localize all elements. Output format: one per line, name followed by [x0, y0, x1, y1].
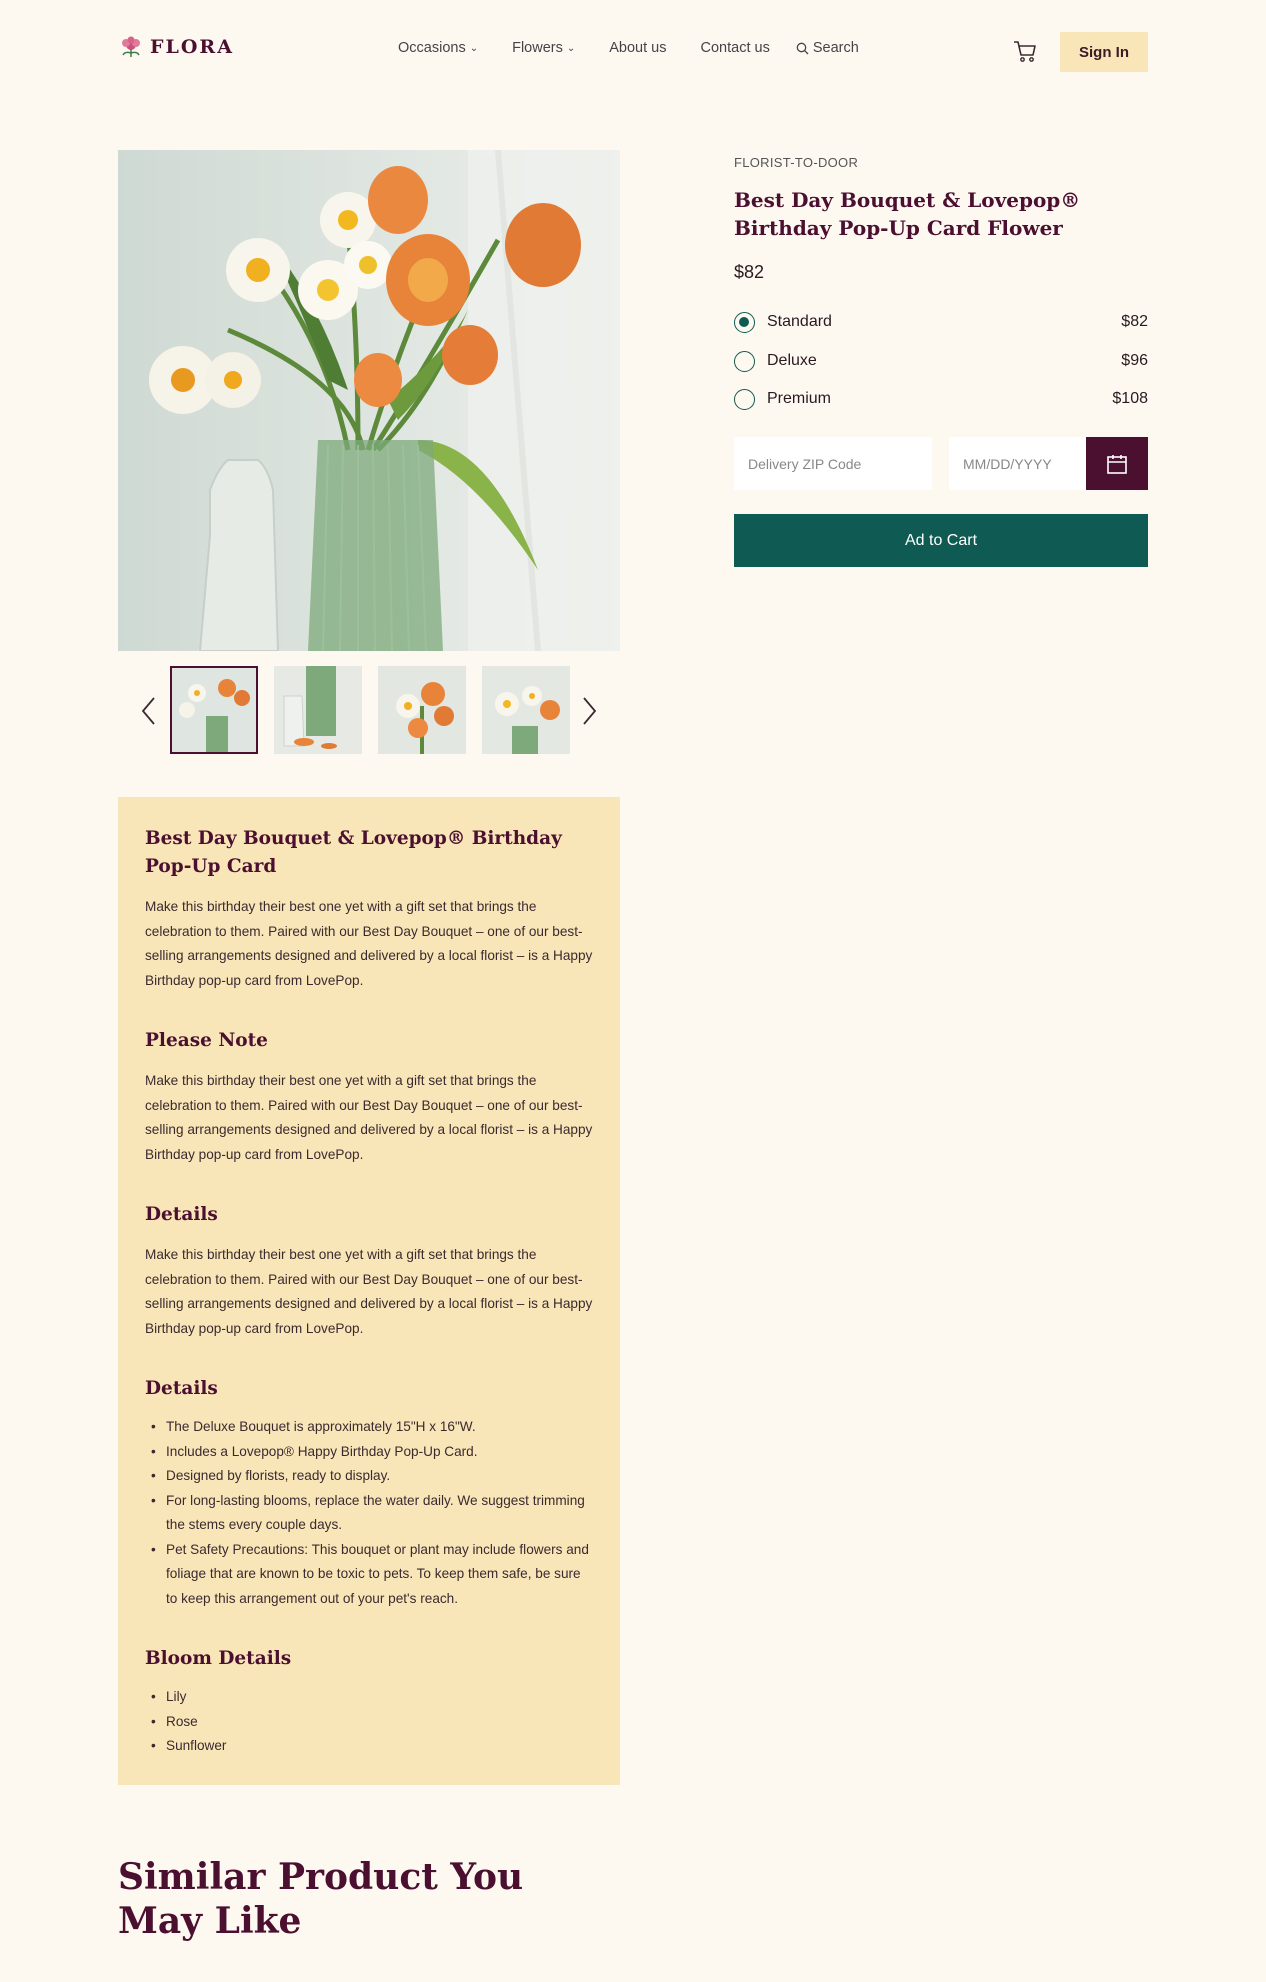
- vendor-label: FLORIST-TO-DOOR: [734, 155, 859, 170]
- delivery-date-input[interactable]: [949, 437, 1086, 490]
- option-standard[interactable]: [734, 310, 1148, 334]
- product-main-image: [118, 150, 620, 651]
- details-text: Make this birthday their best one yet with a gift set that brings the celebration to them. Paired with our Best Day Bouquet – one of our best-selling arrangements designed and delivered by a local florist – is a Happy Birthday pop-up card from LovePop.: [145, 1247, 593, 1336]
- description-intro: Make this birthday their best one yet with a gift set that brings the celebration to them. Paired with our Best Day Bouquet – one of our best-selling arrangements designed and delivered by a local florist – is a Happy Birthday pop-up card from LovePop.: [145, 899, 593, 988]
- list-item: • Includes a Lovepop® Happy Birthday Pop-Up Card.: [145, 1440, 594, 1465]
- radio-standard[interactable]: [734, 312, 755, 333]
- description-title: Best Day Bouquet & Lovepop® Birthday Pop-Up Card: [145, 828, 562, 877]
- option-price: $82: [1121, 313, 1148, 330]
- sign-in-button[interactable]: Sign In: [1060, 32, 1148, 72]
- list-item: • Rose: [145, 1710, 594, 1735]
- list-item: • Designed by florists, ready to display.: [145, 1464, 594, 1489]
- option-premium[interactable]: [734, 387, 1148, 411]
- note-text: Make this birthday their best one yet with a gift set that brings the celebration to them. Paired with our Best Day Bouquet – one of our best-selling arrangements designed and delivered by a local florist – is a Happy Birthday pop-up card from LovePop.: [145, 1073, 593, 1162]
- product-description-panel: [118, 797, 620, 1785]
- nav-item-about[interactable]: [609, 40, 666, 56]
- thumbnail-4[interactable]: [482, 666, 570, 754]
- option-deluxe[interactable]: [734, 349, 1148, 373]
- option-price: $108: [1112, 390, 1148, 407]
- nav-item-occasions[interactable]: [398, 40, 478, 56]
- nav-label: Flowers: [512, 40, 563, 56]
- radio-premium[interactable]: [734, 389, 755, 410]
- brand-logo[interactable]: [118, 36, 234, 58]
- cart-icon[interactable]: [1012, 38, 1038, 64]
- bloom-list: [145, 1685, 594, 1759]
- chevron-left-icon[interactable]: [138, 694, 162, 728]
- note-heading: Please Note: [145, 1030, 268, 1051]
- option-label: Premium: [767, 390, 832, 407]
- list-item: • Pet Safety Precautions: This bouquet or plant may include flowers and foliage that are known to be toxic to pets. To keep them safe, be sure to keep this arrangement out of your pet's reach.: [145, 1538, 594, 1612]
- thumbnail-3[interactable]: [378, 666, 466, 754]
- calendar-icon: [1106, 453, 1128, 475]
- list-item: • For long-lasting blooms, replace the water daily. We suggest trimming the stems every couple days.: [145, 1489, 594, 1538]
- main-nav: [398, 40, 859, 56]
- option-price: $96: [1121, 352, 1148, 369]
- calendar-button[interactable]: [1086, 437, 1148, 490]
- add-to-cart-button[interactable]: Ad to Cart: [734, 514, 1148, 567]
- list-item: • The Deluxe Bouquet is approximately 15"H x 16"W.: [145, 1415, 594, 1440]
- chevron-down-icon: ⌄: [566, 42, 576, 54]
- nav-item-flowers[interactable]: [512, 40, 575, 56]
- thumbnail-gallery: [118, 666, 620, 756]
- flower-logo-icon: [118, 36, 144, 58]
- nav-label: Contact us: [700, 40, 770, 56]
- zip-code-input[interactable]: [734, 437, 932, 490]
- option-label: Deluxe: [767, 352, 817, 369]
- search-icon: [796, 42, 809, 55]
- site-header: [0, 0, 1266, 104]
- nav-label: Occasions: [398, 40, 466, 56]
- list-item: • Sunflower: [145, 1734, 594, 1759]
- chevron-down-icon: ⌄: [469, 42, 479, 54]
- option-label: Standard: [767, 313, 832, 330]
- details-list-heading: Details: [145, 1378, 218, 1399]
- list-item: • Lily: [145, 1685, 594, 1710]
- details-list: [145, 1415, 594, 1611]
- nav-item-contact[interactable]: [701, 40, 770, 56]
- chevron-right-icon[interactable]: [576, 694, 600, 728]
- details-heading: Details: [145, 1204, 218, 1225]
- thumbnail-2[interactable]: [274, 666, 362, 754]
- similar-products-heading: Similar Product You May Like: [118, 1856, 524, 1942]
- search-label: Search: [812, 40, 859, 56]
- brand-name: FLORA: [150, 36, 234, 58]
- search-link[interactable]: [796, 40, 859, 56]
- bloom-heading: Bloom Details: [145, 1648, 292, 1669]
- product-title: Best Day Bouquet & Lovepop® Birthday Pop-Up Card Flower: [734, 188, 1081, 240]
- thumbnail-1[interactable]: [170, 666, 258, 754]
- product-price: $82: [734, 262, 765, 282]
- nav-label: About us: [609, 40, 667, 56]
- radio-deluxe[interactable]: [734, 351, 755, 372]
